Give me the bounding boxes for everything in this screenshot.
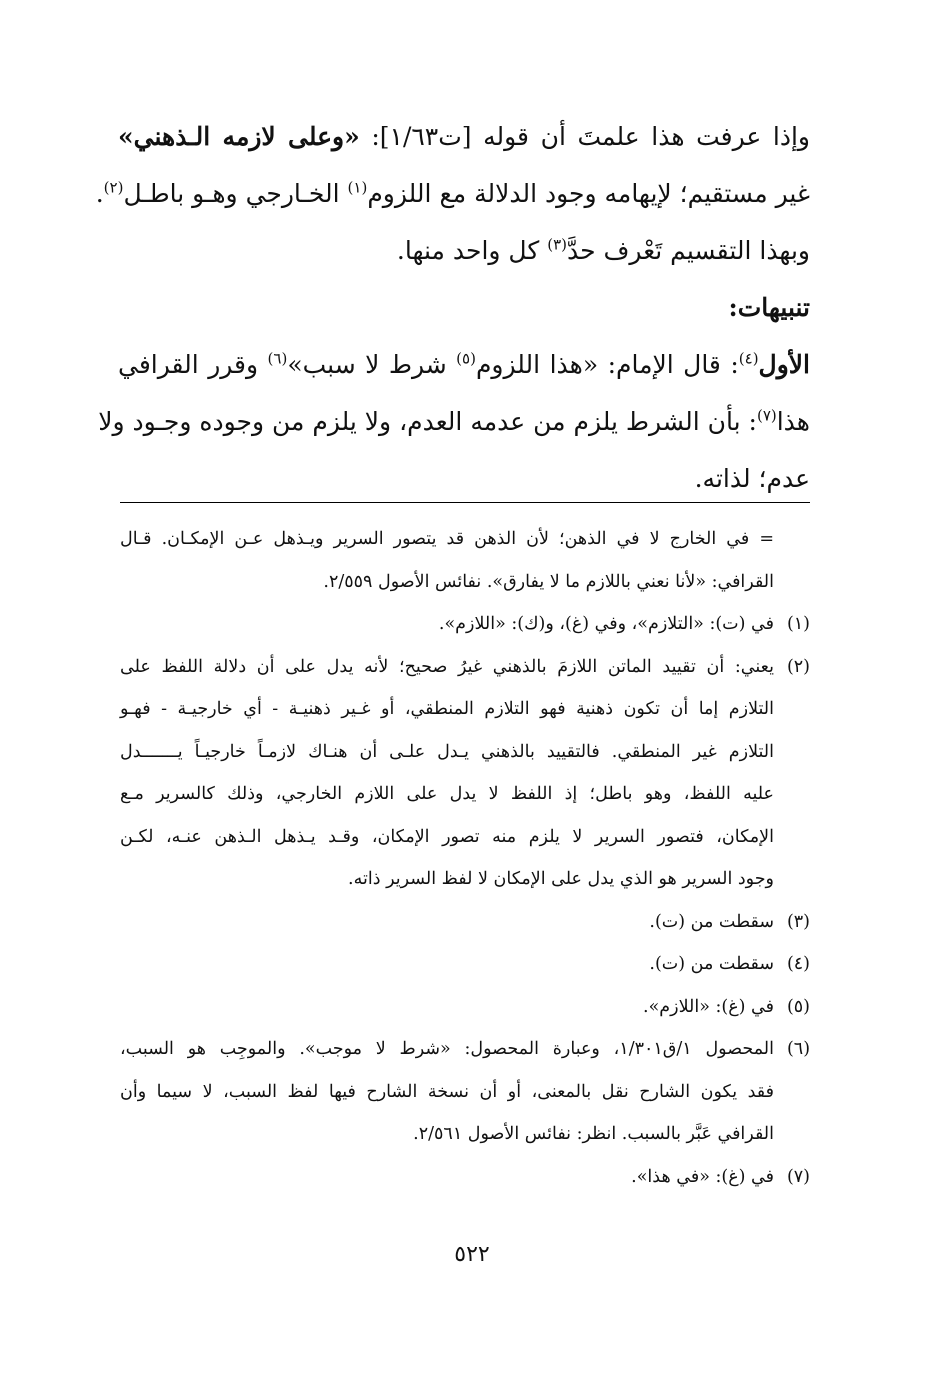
footnote-number: (٤) <box>786 954 810 974</box>
footnote-line: عليه اللفظ، وهو باطل؛ إذ اللفظ لا يدل على اللازم الخارجي، وذلك كالسرير مـع <box>120 784 774 804</box>
footnote-line: وجود السرير هو الذي يدل على الإمكان لا لفظ السرير ذاته. <box>348 869 774 889</box>
footnote-5: (٥)في (غ): «اللازم». <box>120 986 810 1029</box>
footnote-line: الإمكان، فتصور السرير لا يلزم منه تصور الإمكان، وقـد يـذهل الـذهن عنـه، لكـن <box>120 826 774 847</box>
footnote-6: (٦)المحصول ١/ق١/٣٠١، وعبارة المحصول: «شرط لا موجب». والموجِب هو السبب، <box>120 1028 810 1071</box>
footnote-number: (٧) <box>786 1166 810 1187</box>
footnote-line: التلازم إما أن تكون ذهنية فهو التلازم المنطقي، أو غـير ذهنيـة - أي خارجيـة - فهـو <box>120 699 774 719</box>
footnote-1: (١)في (ت): «التلازم»، وفي (غ)، و(ك): «اللازم». <box>120 603 810 646</box>
footnote-number: (٦) <box>786 1039 811 1059</box>
quoted-phrase: «وعلى لازمه الـذهني» <box>118 122 360 151</box>
footnote-ref: (٣) <box>547 235 567 254</box>
main-paragraph-line: هذا$^{(٧)}$: بأن الشرط يلزم من عدمه العدم، ولا يلزم من وجوده وجـود ولا <box>98 406 810 436</box>
main-paragraph-line: عدم؛ لذاته. <box>694 464 810 493</box>
footnote-ref: (٢) <box>103 178 124 197</box>
footnote-ref: (١) <box>347 178 368 197</box>
footnote-number: (٥) <box>786 996 810 1017</box>
footnote-ref: (٧) <box>756 406 777 425</box>
main-paragraph-line: وإذا عرفت هذا علمتَ أن قوله [ت١/٦٣]: «وعلى لازمه الـذهني» <box>118 122 810 151</box>
footnote-ref: (٦) <box>267 349 288 368</box>
footnote-line: القرافي عَبَّر بالسبب. انظر: نفائس الأصول ٢/٥٦١. <box>413 1124 774 1144</box>
footnotes <box>120 518 810 1198</box>
footnote-2: (٢)يعني: أن تقييد الماتن اللازمَ بالذهني غيرُ صحيح؛ لأنه يدل على أن دلالة اللفظ على <box>120 646 810 689</box>
footnote-number: (٢) <box>786 656 810 677</box>
footnote-ref: (٤) <box>738 349 759 368</box>
footnote-line: التلازم غير المنطقي. فالتقييد بالذهني يـدل علـى أن هنـاك لازمـاً خارجيـاً يـــــــدل <box>120 741 774 762</box>
footnote-4: (٤)سقطت من (ت). <box>120 943 810 986</box>
footnote-number: (٣) <box>786 911 810 932</box>
footnote-ref: (٥) <box>456 349 476 368</box>
footnote-number: (١) <box>786 614 810 634</box>
footnote-separator <box>120 502 810 503</box>
footnote-line: فقد يكون الشارح نقل بالمعنى، أو أن نسخة الشارح فيها لفظ السبب، لا سيما وأن <box>120 1081 774 1102</box>
main-paragraph-line: الأول$^{(٤)}$: قال الإمام: «هذا اللزوم$^{(٥)}$ شرط لا سبب»$^{(٦)}$ وقرر القرافي <box>118 349 810 379</box>
main-text <box>95 108 810 507</box>
footnote-line: = في الخارج لا في الذهن؛ لأن الذهن قد يتصور السرير ويـذهل عـن الإمكـان. قـال <box>120 529 774 549</box>
footnote-line: القرافي: «لأنا نعني باللازم ما لا يفارق». نفائس الأصول ٢/٥٥٩. <box>323 571 774 592</box>
main-paragraph-line: غير مستقيم؛ لإيهامه وجود الدلالة مع اللزوم$^{(١)}$ الخـارجي وهـو باطـل$^{(٢)}$. <box>95 178 810 208</box>
section-heading: تنبيهات: <box>728 293 810 322</box>
page-number: ٥٢٢ <box>454 1242 490 1267</box>
footnote-3: (٣)سقطت من (ت). <box>120 901 810 944</box>
footnote-7: (٧)في (غ): «في هذا». <box>120 1156 810 1199</box>
main-paragraph-line: وبهذا التقسيم تَعْرف حدَّ$^{(٣)}$ كل واحد منها. <box>396 235 810 265</box>
